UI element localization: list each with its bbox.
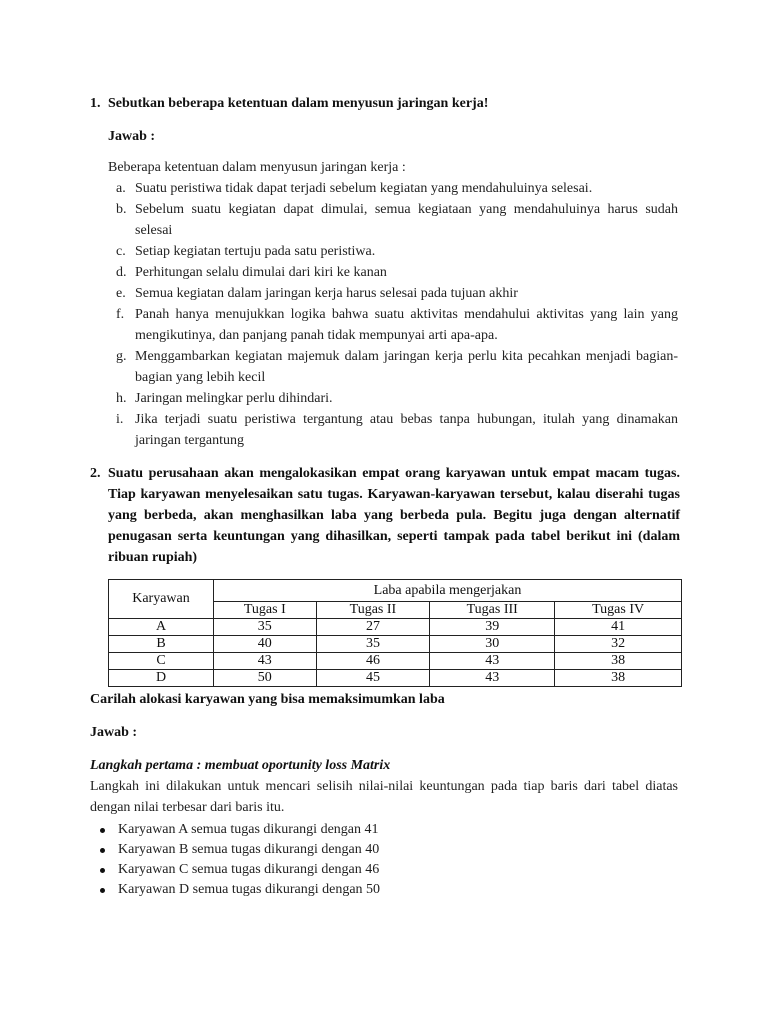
bullet-text: Karyawan A semua tugas dikurangi dengan 41 [118,822,379,837]
list-item [108,346,678,388]
list-text: Sebelum suatu kegiatan dapat dimulai, semua kegiataan yang mendahuluinya harus sudah selesai [135,202,678,238]
cell-value: 35 [316,636,430,653]
list-marker: g. [116,349,127,364]
cell-value: 38 [555,670,682,687]
step-title: Langkah pertama : membuat oportunity loss Matrix [90,758,391,773]
list-item [108,199,678,241]
list-marker: e. [116,286,126,301]
header-task: Tugas I [214,602,317,619]
question-number: 1. [90,96,101,111]
list-text: Jaringan melingkar perlu dihindari. [135,391,333,406]
list-text: Suatu peristiwa tidak dapat terjadi sebelum kegiatan yang mendahuluinya selesai. [135,181,593,196]
list-item [108,304,678,346]
cell-value: 39 [430,619,555,636]
question-text: Suatu perusahaan akan mengalokasikan empat orang karyawan untuk empat macam tugas. Tiap karyawan menyelesaikan satu tugas. Karyawan-karyawan tersebut, kalau diserahi tugas yang berbeda, akan menghasilkan laba yang berbeda pula. Begitu juga dengan alternatif penugasan serta keuntungan yang dihasilkan, seperti tampak pada tabel berikut ini (dalam ribuan rupiah) [108,466,680,565]
list-item [108,409,678,451]
cell-value: 45 [316,670,430,687]
cell-value: 50 [214,670,317,687]
answer-label: Jawab : [108,129,156,144]
question-number: 2. [90,466,101,481]
cell-value: 38 [555,653,682,670]
list-marker: c. [116,244,126,259]
list-text: Panah hanya menujukkan logika bahwa suatu aktivitas mendahului aktivitas yang lain yang mengikutinya, dan panjang panah tidak mempunyai arti apa-apa. [135,307,678,343]
cell-value: 35 [214,619,317,636]
cell-value: 32 [555,636,682,653]
table-row [109,619,682,636]
bullet-dot-icon [100,828,105,833]
list-text: Setiap kegiatan tertuju pada satu peristiwa. [135,244,376,259]
list-marker: i. [116,412,124,427]
list-text: Semua kegiatan dalam jaringan kerja harus selesai pada tujuan akhir [135,286,518,301]
cell-karyawan: A [109,619,214,636]
cell-value: 41 [555,619,682,636]
list-text: Menggambarkan kegiatan majemuk dalam jaringan kerja perlu kita pecahkan menjadi bagian- bagian yang lebih kecil [135,349,678,385]
cell-value: 46 [316,653,430,670]
requirements-list [108,178,678,451]
header-task: Tugas IV [555,602,682,619]
list-marker: b. [116,202,127,217]
answer-label: Jawab : [90,725,138,740]
list-text: Jika terjadi suatu peristiwa tergantung atau bebas tanpa hubungan, itulah yang dinamakan jaringan tergantung [135,412,678,448]
list-item [108,283,678,304]
cell-value: 43 [430,670,555,687]
cell-value: 30 [430,636,555,653]
cell-karyawan: C [109,653,214,670]
cell-karyawan: B [109,636,214,653]
header-task: Tugas III [430,602,555,619]
bullet-text: Karyawan C semua tugas dikurangi dengan 46 [118,862,380,877]
bullet-item [90,860,380,880]
list-marker: f. [116,307,125,322]
step-text: Langkah ini dilakukan untuk mencari selisih nilai-nilai keuntungan pada tiap baris dari tabel diatas dengan nilai terbesar dari baris itu. [90,779,678,815]
task-prompt: Carilah alokasi karyawan yang bisa memaksimumkan laba [90,692,445,707]
table-row [109,636,682,653]
bullet-item [90,820,380,840]
cell-value: 27 [316,619,430,636]
list-item [108,241,678,262]
bullet-list [90,820,380,900]
table-row [109,670,682,687]
header-task: Tugas II [316,602,430,619]
bullet-dot-icon [100,868,105,873]
cell-value: 43 [214,653,317,670]
list-item [108,388,678,409]
list-item [108,262,678,283]
bullet-dot-icon [100,848,105,853]
cell-value: 43 [430,653,555,670]
bullet-text: Karyawan D semua tugas dikurangi dengan 50 [118,882,381,897]
bullet-item [90,880,380,900]
question-text: Sebutkan beberapa ketentuan dalam menyusun jaringan kerja! [108,96,489,111]
list-marker: a. [116,181,126,196]
header-karyawan: Karyawan [109,580,214,619]
bullet-text: Karyawan B semua tugas dikurangi dengan 40 [118,842,380,857]
answer-intro: Beberapa ketentuan dalam menyusun jaringan kerja : [108,160,406,175]
bullet-item [90,840,380,860]
profit-table [108,579,682,687]
header-group: Laba apabila mengerjakan [214,580,682,602]
table-body [109,619,682,687]
question-1 [90,93,680,114]
list-item [108,178,678,199]
table-row [109,653,682,670]
cell-karyawan: D [109,670,214,687]
question-2 [90,463,680,568]
cell-value: 40 [214,636,317,653]
list-text: Perhitungan selalu dimulai dari kiri ke kanan [135,265,387,280]
bullet-dot-icon [100,888,105,893]
list-marker: d. [116,265,127,280]
list-marker: h. [116,391,127,406]
